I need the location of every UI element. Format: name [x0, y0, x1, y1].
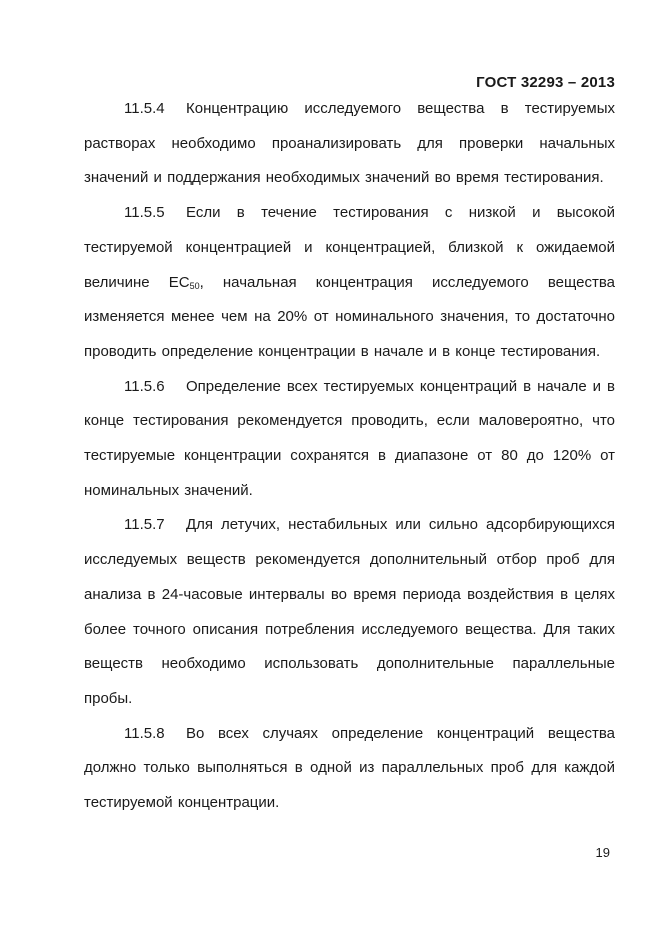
clause-number: 11.5.6 — [124, 377, 165, 395]
clause-number: 11.5.8 — [124, 724, 165, 742]
clause-number: 11.5.7 — [124, 516, 165, 534]
page-number: 19 — [595, 845, 610, 860]
paragraph-11-5-6 — [84, 370, 615, 509]
paragraph-11-5-7 — [84, 508, 615, 716]
paragraph-text-part-2: , начальная концентрация исследуемого вещества изменяется менее чем на 20% от номинального значения, то достаточно проводить определение концентрации в начале и в конце тестирования. — [84, 273, 615, 360]
paragraph-11-5-5 — [84, 196, 615, 370]
clause-number: 11.5.4 — [124, 100, 165, 117]
paragraph-text-part-1: Если в течение тестирования с низкой и высокой тестируемой концентрацией и концентрацией, близкой к ожидаемой величине EC — [84, 204, 615, 291]
paragraph-text: Определение всех тестируемых концентраций в начале и в конце тестирования рекомендуется проводить, если маловероятно, что тестируемые концентрации сохранятся в диапазоне от 80 до 120% от номинальных значений. — [84, 377, 615, 499]
paragraph-text: Во всех случаях определение концентраций вещества должно только выполняться в одной из параллельных проб для каждой тестируемой концентрации. — [84, 724, 615, 812]
paragraph-11-5-4 — [84, 92, 615, 196]
clause-number: 11.5.5 — [124, 204, 165, 222]
ec50-subscript: 50 — [189, 280, 200, 291]
document-body — [84, 92, 615, 821]
paragraph-text: Для летучих, нестабильных или сильно адсорбирующихся исследуемых веществ рекомендуется дополнительный отбор проб для анализа в 24-часовые интервалы во время периода воздействия в целях более точного описания потребления исследуемого вещества. Для таких веществ необходимо использовать дополнительные параллельные пробы. — [84, 516, 615, 707]
paragraph-11-5-8 — [84, 717, 615, 821]
document-code-header: ГОСТ 32293 – 2013 — [476, 74, 615, 91]
paragraph-text: Концентрацию исследуемого вещества в тестируемых растворах необходимо проанализировать для проверки начальных значений и поддержания необходимых значений во время тестирования. — [84, 100, 615, 187]
